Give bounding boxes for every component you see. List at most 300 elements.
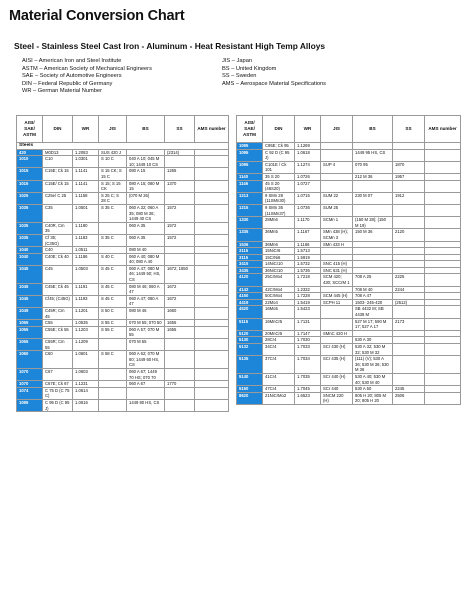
table-header-row xyxy=(237,116,461,143)
table-row xyxy=(237,248,461,255)
table-row xyxy=(237,229,461,241)
table-cell xyxy=(425,267,461,274)
table-cell xyxy=(425,248,461,255)
table-cell xyxy=(321,143,353,150)
abbreviation-wr: WR – German Material Number xyxy=(22,88,102,95)
table-cell: SCr 430 (H) xyxy=(321,344,353,356)
table-cell: 708 A 25 xyxy=(353,274,393,286)
table-cell xyxy=(195,247,229,254)
table-cell: 1770 xyxy=(165,381,195,388)
table-row xyxy=(17,351,229,369)
table-cell: 1.0715 xyxy=(295,192,321,204)
table-cell: 708 M 40 xyxy=(353,286,393,293)
table-cell xyxy=(393,293,425,300)
table-cell: C67E; Ck 67 xyxy=(43,381,73,388)
table-row xyxy=(237,173,461,180)
table-cell: S 15; S 15 CK xyxy=(99,180,127,192)
table-cell: 1.1166 xyxy=(295,241,321,248)
table-cell: 1.0618 xyxy=(295,149,321,161)
table-cell: 2120 xyxy=(393,229,425,241)
header-aisi: AISI/ SAE/ ASTM xyxy=(17,116,43,143)
table-cell xyxy=(353,241,393,248)
table-cell: 1265 xyxy=(165,168,195,180)
table-cell: 1.1209 xyxy=(73,339,99,351)
table-cell: 1095 xyxy=(237,149,263,161)
table-cell: S 10 C xyxy=(99,156,127,168)
table-cell: SUM 25 xyxy=(321,204,353,216)
table-cell xyxy=(425,306,461,318)
table-cell xyxy=(99,381,127,388)
table-cell: S 55 C xyxy=(99,320,127,327)
table-cell xyxy=(195,308,229,320)
table-cell: 4520 xyxy=(237,306,263,318)
table-cell: 1213 xyxy=(237,192,263,204)
table-cell: 1536 xyxy=(237,241,263,248)
table-cell: 1.1193 xyxy=(73,295,99,307)
table-cell: 060 A 40; 080 M 40; 080 A 40 xyxy=(127,253,165,265)
table-cell xyxy=(425,386,461,393)
table-cell xyxy=(353,261,393,268)
table-cell: 1.6523 xyxy=(295,392,321,404)
table-cell: S 45 C xyxy=(99,265,127,283)
table-cell xyxy=(353,143,393,150)
table-cell xyxy=(425,373,461,385)
table-cell xyxy=(393,241,425,248)
table-cell xyxy=(195,295,229,307)
table-cell: 1.1269 xyxy=(295,143,321,150)
table-cell: C10 xyxy=(43,156,73,168)
table-row xyxy=(17,399,229,411)
table-cell: 1.0603 xyxy=(73,368,99,380)
table-cell xyxy=(165,192,195,204)
table-cell xyxy=(195,339,229,351)
table-cell: 1.5423 xyxy=(295,306,321,318)
table-cell xyxy=(353,180,393,192)
header-ss: SS xyxy=(393,116,425,143)
table-cell: SNC 631 (H) xyxy=(321,267,353,274)
table-cell: 1.7045 xyxy=(295,386,321,393)
table-cell xyxy=(165,253,195,265)
table-cell: 1.0503 xyxy=(73,265,99,283)
table-cell: 060 A 62; 070 M 60; 1449 60 HS, CS xyxy=(127,351,165,369)
table-cell: 1957 xyxy=(393,173,425,180)
table-cell: 1025 xyxy=(17,192,43,204)
table-cell: 21NiCrMo2 xyxy=(263,392,295,404)
table-cell: 15NiCr6 xyxy=(263,248,295,255)
table-cell: 1095 xyxy=(17,399,43,411)
table-header-row xyxy=(17,116,229,143)
table-cell: 708 A 47 xyxy=(353,293,393,300)
table-cell: 1.2083 xyxy=(73,149,99,156)
table-cell: 1040 xyxy=(17,253,43,265)
table-body-left xyxy=(17,143,229,412)
table-cell: 1045 xyxy=(17,295,43,307)
table-row xyxy=(237,143,461,150)
table-cell xyxy=(165,351,195,369)
table-row xyxy=(237,299,461,306)
table-cell: C55E; Ck 55 xyxy=(43,326,73,338)
table-cell: SUM 22 xyxy=(321,192,353,204)
table-cell xyxy=(393,143,425,150)
table-cell xyxy=(321,248,353,255)
table-cell: 1503- 245-420 xyxy=(353,299,393,306)
table-cell: 22Mo4 xyxy=(263,299,295,306)
table-cell xyxy=(195,234,229,246)
table-cell xyxy=(393,330,425,337)
table-cell xyxy=(99,222,127,234)
table-cell: C45E; Ck 45 xyxy=(43,283,73,295)
table-cell: 060 A 57; 070 M 55 xyxy=(127,326,165,338)
table-cell: 530 A 50 xyxy=(353,386,393,393)
table-cell: C45 xyxy=(43,265,73,283)
table-cell xyxy=(425,204,461,216)
table-cell: SCPH 11 xyxy=(321,299,353,306)
table-cell: 1.1231 xyxy=(73,381,99,388)
table-cell xyxy=(99,387,127,399)
table-cell: C 95 D (C 95 J) xyxy=(43,399,73,411)
table-cell xyxy=(393,217,425,229)
table-cell: SB 4432 M; SB 4438 M xyxy=(353,306,393,318)
table-cell: 1.5919 xyxy=(295,254,321,261)
table-cell: C67 xyxy=(43,368,73,380)
table-row xyxy=(17,339,229,351)
table-row xyxy=(237,267,461,274)
header-wr: WR xyxy=(295,116,321,143)
table-cell xyxy=(353,254,393,261)
table-cell: 2173 xyxy=(393,318,425,330)
header-aisi: AISI/ SAE/ ASTM xyxy=(237,116,263,143)
table-cell: 1146 xyxy=(237,180,263,192)
table-cell: 20MnCr5 xyxy=(263,330,295,337)
table-cell: 5120 xyxy=(237,330,263,337)
header-din: DIN xyxy=(263,116,295,143)
table-cell xyxy=(425,180,461,192)
table-cell xyxy=(195,156,229,168)
table-cell xyxy=(99,368,127,380)
table-cell xyxy=(321,306,353,318)
page-title: Material Conversion Chart xyxy=(9,8,185,24)
table-cell xyxy=(425,149,461,161)
table-cell: S 45 C xyxy=(99,283,127,295)
table-row xyxy=(17,295,229,307)
table-cell xyxy=(425,330,461,337)
table-cell: 4142 xyxy=(237,286,263,293)
table-cell: 1.0601 xyxy=(73,351,99,369)
table-row xyxy=(237,356,461,374)
table-cell xyxy=(195,180,229,192)
table-row xyxy=(17,387,229,399)
table-body-right xyxy=(237,143,461,405)
abbreviation-din: DIN – Federal Republic of Germany xyxy=(22,80,113,87)
table-cell xyxy=(425,229,461,241)
table-cell: 5115 xyxy=(237,318,263,330)
table-cell: 060 A 35 xyxy=(127,234,165,246)
table-row xyxy=(237,392,461,404)
table-cell: 1.0616 xyxy=(73,399,99,411)
table-cell: 1055 xyxy=(17,339,43,351)
table-cell: 36NiCr10 xyxy=(263,267,295,274)
table-cell xyxy=(393,373,425,385)
table-cell xyxy=(165,368,195,380)
table-cell: 8620 xyxy=(237,392,263,404)
table-cell: 1870 xyxy=(393,161,425,173)
abbreviation-astm: ASTM – American Society of Mechanical Engineers xyxy=(22,65,152,72)
table-cell: 3115 xyxy=(237,254,263,261)
table-row xyxy=(237,337,461,344)
table-cell xyxy=(165,156,195,168)
table-cell: 5130 xyxy=(237,337,263,344)
table-cell: SCMn 1 xyxy=(321,217,353,229)
table-cell xyxy=(425,344,461,356)
table-cell: 080 A 15 xyxy=(127,168,165,180)
header-ams: AMS number xyxy=(425,116,461,143)
table-cell: 1015 xyxy=(17,180,43,192)
table-cell: 1672 xyxy=(165,283,195,295)
table-cell: S 55 C xyxy=(99,326,127,338)
table-cell: 1.5736 xyxy=(295,267,321,274)
table-cell: 37Cr4 xyxy=(263,356,295,374)
table-cell: 1.7034 xyxy=(295,356,321,374)
table-cell: 1.7218 xyxy=(295,274,321,286)
table-cell: C40R, Cm 35 xyxy=(43,222,73,234)
table-row xyxy=(237,373,461,385)
abbreviation-ams: AMS – Aerospace Material Specifications xyxy=(222,80,327,87)
conversion-table-right xyxy=(236,115,461,405)
table-cell: C35 xyxy=(43,204,73,222)
table-cell: 1572 xyxy=(165,222,195,234)
table-cell: 1.1186 xyxy=(73,253,99,265)
table-cell: 2245 xyxy=(393,386,425,393)
header-din: DIN xyxy=(43,116,73,143)
table-cell: Cf 35; (C35G) xyxy=(43,234,73,246)
table-cell xyxy=(321,286,353,293)
table-cell: 060 A 32; 060 A 35; 080 M 36; 1449 40 CS xyxy=(127,204,165,222)
table-cell xyxy=(321,180,353,192)
table-cell: 1015 xyxy=(17,168,43,180)
table-cell: 1.7033 xyxy=(295,344,321,356)
table-cell: SUP 4 xyxy=(321,161,353,173)
table-cell xyxy=(195,351,229,369)
abbreviation-ss: SS – Sweden xyxy=(222,73,257,80)
table-cell: M0D13 xyxy=(43,149,73,156)
table-cell xyxy=(165,339,195,351)
table-cell: 1140 xyxy=(237,173,263,180)
table-cell: 2244 xyxy=(393,286,425,293)
table-cell: 060 A 35 xyxy=(127,222,165,234)
table-cell: 1035 xyxy=(17,234,43,246)
table-cell: 230 M 07 xyxy=(353,192,393,204)
table-row xyxy=(17,247,229,254)
table-cell: 1.2332 xyxy=(295,286,321,293)
table-cell: 530 A 30 xyxy=(353,337,393,344)
table-cell: S 58 C xyxy=(99,351,127,369)
table-cell: 1.1180 xyxy=(73,222,99,234)
table-cell: 1.0301 xyxy=(73,156,99,168)
table-cell: 420 xyxy=(17,149,43,156)
table-row xyxy=(237,261,461,268)
table-cell: 1035 xyxy=(17,204,43,222)
table-cell: S 45 C xyxy=(99,295,127,307)
table-row xyxy=(17,326,229,338)
table-cell: 1045 xyxy=(17,265,43,283)
table-cell: 1.1191 xyxy=(73,283,99,295)
table-cell: 47Cr4 xyxy=(263,386,295,393)
table-cell: (2314) xyxy=(165,149,195,156)
table-cell xyxy=(393,149,425,161)
table-row xyxy=(237,241,461,248)
table-cell: S 25 C; S 28 C xyxy=(99,192,127,204)
table-cell: (150 M 28); (150 M 19) xyxy=(353,217,393,229)
abbreviation-aisi: AISI – American Iron and Steel Institute xyxy=(22,58,122,64)
table-row xyxy=(237,217,461,229)
table-cell: 1.1170 xyxy=(295,217,321,229)
table-cell: 1.7147 xyxy=(295,330,321,337)
table-row xyxy=(17,320,229,327)
table-cell xyxy=(425,293,461,300)
header-wr: WR xyxy=(73,116,99,143)
table-cell: 1660 xyxy=(165,308,195,320)
table-cell: 080 M 40 xyxy=(127,247,165,254)
table-cell: 530 A 40; 530 M 40; 530 M 40 xyxy=(353,373,393,385)
table-cell: 4419 xyxy=(237,299,263,306)
table-cell xyxy=(195,222,229,234)
table-cell: SMnC 420 H xyxy=(321,330,353,337)
table-cell: 28Mn6 xyxy=(263,217,295,229)
table-cell: 040 A 10; 045 M 10; 1449 10 CS xyxy=(127,156,165,168)
table-cell xyxy=(393,344,425,356)
table-cell: 805 H 20; 805 M 20; 805 H 20 xyxy=(353,392,393,404)
table-cell: 1572 xyxy=(165,234,195,246)
table-cell xyxy=(425,274,461,286)
table-cell xyxy=(425,217,461,229)
table-cell: 1.1167 xyxy=(295,229,321,241)
table-cell xyxy=(393,267,425,274)
table-row xyxy=(237,204,461,216)
table-cell: 4120 xyxy=(237,274,263,286)
abbreviation-list-left xyxy=(22,58,152,96)
table-cell: 060 A 47; 080 A 47 xyxy=(127,295,165,307)
table-cell xyxy=(393,204,425,216)
table-cell: 5132 xyxy=(237,344,263,356)
table-cell xyxy=(353,330,393,337)
table-cell: 1672 xyxy=(165,295,195,307)
table-cell: 2506 xyxy=(393,392,425,404)
table-cell xyxy=(425,173,461,180)
table-cell xyxy=(195,204,229,222)
table-cell: 212 M 36 xyxy=(353,173,393,180)
table-cell: 36Mn6 xyxy=(263,241,295,248)
table-cell: 1.1274 xyxy=(295,161,321,173)
table-row xyxy=(17,283,229,295)
table-cell xyxy=(425,241,461,248)
table-cell: 28Cr4 xyxy=(263,337,295,344)
table-row xyxy=(17,168,229,180)
table-cell xyxy=(425,356,461,374)
table-cell: 1.0736 xyxy=(295,204,321,216)
table-cell: C 75 D (C 75 C) xyxy=(43,387,73,399)
table-cell xyxy=(425,318,461,330)
table-cell: 5150 xyxy=(237,386,263,393)
table-cell: SCM 420; 430; SCCrM 1 xyxy=(321,274,353,286)
page-subtitle: Steel - Stainless Steel Cast Iron - Aluminum - Heat Resistant High Temp Alloys xyxy=(14,41,326,51)
table-cell xyxy=(425,161,461,173)
table-cell: 3115 xyxy=(237,248,263,255)
table-cell: 1074 xyxy=(17,387,43,399)
table-cell: 41Cr4 xyxy=(263,373,295,385)
table-row xyxy=(17,149,229,156)
table-cell xyxy=(393,356,425,374)
table-cell: 060 A 47; 080 M 46; 1449 50; HS, CS xyxy=(127,265,165,283)
table-cell xyxy=(195,320,229,327)
section-label: Steels xyxy=(17,143,229,150)
table-row xyxy=(17,308,229,320)
table-cell: 1040 xyxy=(17,247,43,254)
table-cell: 1.5713 xyxy=(295,248,321,255)
table-cell: 1.1141 xyxy=(73,168,99,180)
table-cell: C15E; Ck 15 xyxy=(43,168,73,180)
table-cell xyxy=(127,149,165,156)
header-bs: BS xyxy=(353,116,393,143)
table-cell: 080 M 46; 060 A 47 xyxy=(127,283,165,295)
conversion-table-left xyxy=(16,115,229,412)
table-cell: C60 xyxy=(43,351,73,369)
table-cell: 1060 xyxy=(17,351,43,369)
table-cell xyxy=(99,399,127,411)
table-cell: 1.0727 xyxy=(295,180,321,192)
table-cell xyxy=(195,381,229,388)
table-cell: 1655 xyxy=(165,326,195,338)
table-cell: 1055 xyxy=(17,320,43,327)
table-cell: 4150 xyxy=(237,293,263,300)
table-row xyxy=(237,386,461,393)
table-cell: C15E/ Ck 15 xyxy=(43,180,73,192)
table-cell: C40 xyxy=(43,247,73,254)
table-row xyxy=(237,180,461,192)
table-cell: 1.7228 xyxy=(295,293,321,300)
table-cell: 1049 xyxy=(17,308,43,320)
table-cell: 1330 xyxy=(237,217,263,229)
table-cell xyxy=(393,254,425,261)
table-cell xyxy=(425,261,461,268)
table-cell: 50CrMo4 xyxy=(263,293,295,300)
table-cell xyxy=(321,254,353,261)
table-cell: 1035 xyxy=(17,222,43,234)
table-cell: S 35 C xyxy=(99,204,127,222)
table-cell: 1045 xyxy=(17,283,43,295)
table-cell: 1095 xyxy=(237,161,263,173)
table-cell xyxy=(195,368,229,380)
table-row xyxy=(237,149,461,161)
table-cell: SNC 415 (H) xyxy=(321,261,353,268)
table-cell xyxy=(195,192,229,204)
table-cell: 1070 xyxy=(17,368,43,380)
table-row xyxy=(17,368,229,380)
table-cell: 5140 xyxy=(237,373,263,385)
table-cell: SUS 420 J xyxy=(99,149,127,156)
table-cell: 15CrNi6 xyxy=(263,254,295,261)
table-cell xyxy=(195,283,229,295)
table-cell: 1010 xyxy=(17,156,43,168)
table-cell xyxy=(165,399,195,411)
table-cell xyxy=(195,149,229,156)
table-cell: 1.1141 xyxy=(73,180,99,192)
table-cell: SNCM 220 (H) xyxy=(321,392,353,404)
table-cell: C95E; Ck 95 xyxy=(263,143,295,150)
table-cell: 2225 xyxy=(393,274,425,286)
table-cell: C40E; Ck 40 xyxy=(43,253,73,265)
table-cell: SMn 438 (H); SCMn 3 xyxy=(321,229,353,241)
table-row xyxy=(17,234,229,246)
